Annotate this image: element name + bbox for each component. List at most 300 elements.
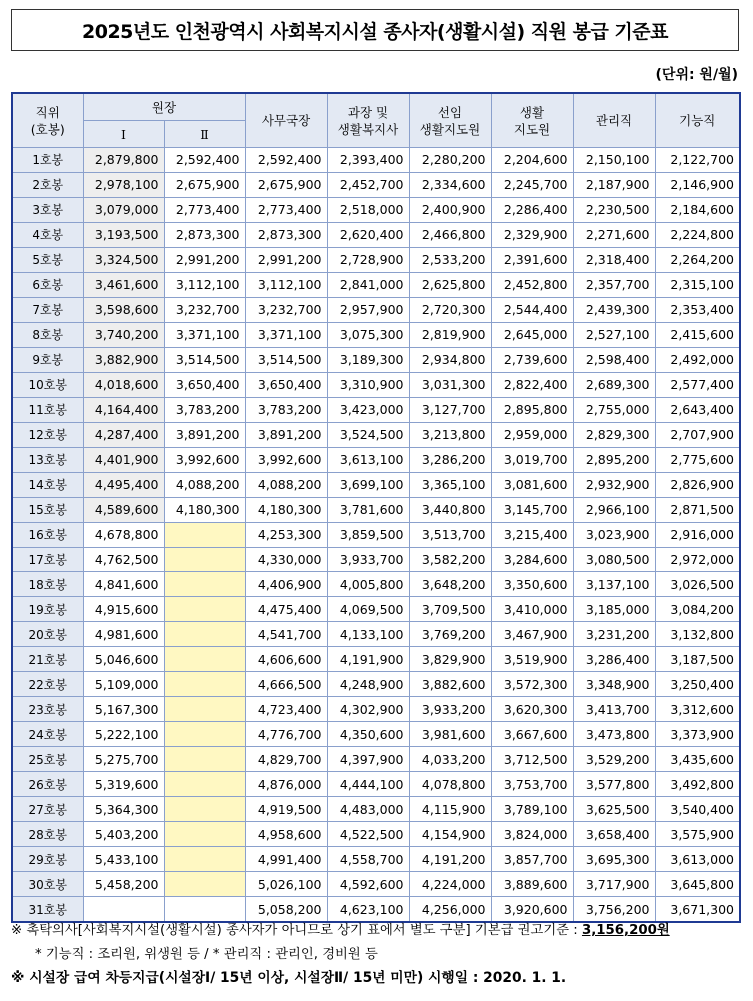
header-director-2: Ⅱ [164,121,245,148]
senior-counselor-cell: 3,648,200 [409,572,491,597]
table-row [12,472,740,497]
technical-cell: 2,122,700 [655,148,740,173]
technical-cell: 2,224,800 [655,222,740,247]
office-head-cell: 2,873,300 [245,222,327,247]
director-1-cell: 3,079,000 [83,197,164,222]
section-chief-cell: 4,592,600 [327,872,409,897]
grade-cell: 21호봉 [12,647,83,672]
table-row [12,597,740,622]
manager-cell: 2,829,300 [573,422,655,447]
senior-counselor-cell: 2,934,800 [409,347,491,372]
section-chief-cell: 4,350,600 [327,722,409,747]
director-1-cell: 3,598,600 [83,297,164,322]
technical-cell: 3,373,900 [655,722,740,747]
header-senior-line2: 생활지도원 [419,121,481,137]
director-1-cell: 3,740,200 [83,322,164,347]
life-counselor-cell: 3,712,500 [491,747,573,772]
section-chief-cell: 3,423,000 [327,397,409,422]
table-row [12,697,740,722]
director-1-cell: 5,167,300 [83,697,164,722]
table-row [12,347,740,372]
life-counselor-cell: 2,822,400 [491,372,573,397]
technical-cell: 3,492,800 [655,772,740,797]
grade-cell: 25호봉 [12,747,83,772]
director-2-cell [164,697,245,722]
section-chief-cell: 2,518,000 [327,197,409,222]
director-1-cell: 5,275,700 [83,747,164,772]
director-1-cell: 3,324,500 [83,247,164,272]
senior-counselor-cell: 4,191,200 [409,847,491,872]
director-1-cell: 5,319,600 [83,772,164,797]
header-section-chief-line1: 과장 및 [347,104,389,120]
table-row [12,322,740,347]
header-section-chief [327,93,409,148]
section-chief-cell: 3,699,100 [327,472,409,497]
manager-cell: 2,271,600 [573,222,655,247]
note-consultant-text: ※ 촉탁의사[사회복지시설(생활시설) 종사자가 아니므로 상기 표에서 별도 구분] 기본급 권고기준 : [11,923,582,938]
table-row [12,872,740,897]
table-row [12,197,740,222]
life-counselor-cell: 2,329,900 [491,222,573,247]
note-consultant-value: 3,156,200원 [581,923,670,938]
senior-counselor-cell: 2,720,300 [409,297,491,322]
section-chief-cell: 4,133,100 [327,622,409,647]
director-1-cell: 5,403,200 [83,822,164,847]
header-manager: 관리직 [573,93,655,148]
manager-cell: 3,473,800 [573,722,655,747]
section-chief-cell: 4,191,900 [327,647,409,672]
table-row [12,622,740,647]
director-2-cell [164,597,245,622]
technical-cell: 2,315,100 [655,272,740,297]
senior-counselor-cell: 2,533,200 [409,247,491,272]
section-chief-cell: 4,005,800 [327,572,409,597]
senior-counselor-cell: 4,033,200 [409,747,491,772]
header-grade-label: (호봉) [30,121,65,137]
header-life-line2: 지도원 [513,121,551,137]
technical-cell: 3,132,800 [655,622,740,647]
life-counselor-cell: 3,145,700 [491,497,573,522]
manager-cell: 2,357,700 [573,272,655,297]
office-head-cell: 4,829,700 [245,747,327,772]
manager-cell: 2,150,100 [573,148,655,173]
technical-cell: 2,972,000 [655,547,740,572]
senior-counselor-cell: 3,440,800 [409,497,491,522]
life-counselor-cell: 3,620,300 [491,697,573,722]
manager-cell: 3,717,900 [573,872,655,897]
table-row [12,297,740,322]
manager-cell: 3,286,400 [573,647,655,672]
life-counselor-cell: 3,284,600 [491,547,573,572]
senior-counselor-cell: 2,280,200 [409,148,491,173]
office-head-cell: 4,330,000 [245,547,327,572]
life-counselor-cell: 2,959,000 [491,422,573,447]
grade-cell: 18호봉 [12,572,83,597]
manager-cell: 3,185,000 [573,597,655,622]
office-head-cell: 3,371,100 [245,322,327,347]
manager-cell: 3,625,500 [573,797,655,822]
manager-cell: 3,756,200 [573,897,655,922]
life-counselor-cell: 3,410,000 [491,597,573,622]
life-counselor-cell: 2,739,600 [491,347,573,372]
director-1-cell: 4,589,600 [83,497,164,522]
note-job-definitions: * 기능직 : 조리원, 위생원 등 / * 관리직 : 관리인, 경비원 등 [35,947,378,962]
table-row [12,747,740,772]
director-1-cell: 5,109,000 [83,672,164,697]
section-chief-cell: 3,189,300 [327,347,409,372]
grade-cell: 12호봉 [12,422,83,447]
note-effective-date: ※ 시설장 급여 차등지급(시설장Ⅰ/ 15년 이상, 시설장Ⅱ/ 15년 미만) 시행일 : 2020. 1. 1. [11,970,567,986]
section-chief-cell: 3,781,600 [327,497,409,522]
director-1-cell: 4,401,900 [83,447,164,472]
director-2-cell: 3,514,500 [164,347,245,372]
office-head-cell: 4,723,400 [245,697,327,722]
manager-cell: 3,348,900 [573,672,655,697]
director-2-cell [164,822,245,847]
director-1-cell: 4,841,600 [83,572,164,597]
director-2-cell [164,522,245,547]
table-row [12,722,740,747]
grade-cell: 28호봉 [12,822,83,847]
table-row [12,522,740,547]
office-head-cell: 3,992,600 [245,447,327,472]
technical-cell: 3,435,600 [655,747,740,772]
director-2-cell: 3,232,700 [164,297,245,322]
table-row [12,547,740,572]
grade-cell: 24호봉 [12,722,83,747]
technical-cell: 3,026,500 [655,572,740,597]
table-row [12,372,740,397]
section-chief-cell: 3,859,500 [327,522,409,547]
manager-cell: 2,598,400 [573,347,655,372]
grade-cell: 27호봉 [12,797,83,822]
manager-cell: 2,230,500 [573,197,655,222]
grade-cell: 5호봉 [12,247,83,272]
grade-cell: 3호봉 [12,197,83,222]
director-1-cell: 5,046,600 [83,647,164,672]
table-row [12,397,740,422]
grade-cell: 20호봉 [12,622,83,647]
technical-cell: 3,645,800 [655,872,740,897]
section-chief-cell: 4,444,100 [327,772,409,797]
manager-cell: 2,187,900 [573,172,655,197]
senior-counselor-cell: 2,819,900 [409,322,491,347]
technical-cell: 2,577,400 [655,372,740,397]
office-head-cell: 3,891,200 [245,422,327,447]
office-head-cell: 4,180,300 [245,497,327,522]
office-head-cell: 4,991,400 [245,847,327,872]
office-head-cell: 3,783,200 [245,397,327,422]
technical-cell: 2,492,000 [655,347,740,372]
director-1-cell: 4,678,800 [83,522,164,547]
director-2-cell: 2,592,400 [164,148,245,173]
manager-cell: 3,080,500 [573,547,655,572]
technical-cell: 3,312,600 [655,697,740,722]
life-counselor-cell: 3,467,900 [491,622,573,647]
director-2-cell [164,622,245,647]
director-2-cell [164,797,245,822]
section-chief-cell: 3,524,500 [327,422,409,447]
office-head-cell: 4,541,700 [245,622,327,647]
director-1-cell: 4,287,400 [83,422,164,447]
technical-cell: 2,353,400 [655,297,740,322]
section-chief-cell: 3,075,300 [327,322,409,347]
manager-cell: 3,137,100 [573,572,655,597]
header-position [12,93,83,148]
section-chief-cell: 4,069,500 [327,597,409,622]
manager-cell: 3,695,300 [573,847,655,872]
director-1-cell: 5,222,100 [83,722,164,747]
page-title: 2025년도 인천광역시 사회복지시설 종사자(생활시설) 직원 봉급 기준표 [11,9,739,51]
table-row [12,672,740,697]
director-2-cell: 3,650,400 [164,372,245,397]
director-2-cell: 4,180,300 [164,497,245,522]
senior-counselor-cell: 4,115,900 [409,797,491,822]
section-chief-cell: 4,302,900 [327,697,409,722]
section-chief-cell: 4,248,900 [327,672,409,697]
life-counselor-cell: 3,920,600 [491,897,573,922]
director-2-cell [164,547,245,572]
senior-counselor-cell: 2,334,600 [409,172,491,197]
office-head-cell: 4,776,700 [245,722,327,747]
table-row [12,247,740,272]
life-counselor-cell: 3,572,300 [491,672,573,697]
technical-cell: 2,146,900 [655,172,740,197]
senior-counselor-cell: 4,078,800 [409,772,491,797]
table-row [12,422,740,447]
director-2-cell: 2,873,300 [164,222,245,247]
table-row [12,797,740,822]
senior-counselor-cell: 3,127,700 [409,397,491,422]
table-row [12,497,740,522]
technical-cell: 3,540,400 [655,797,740,822]
director-1-cell: 5,433,100 [83,847,164,872]
section-chief-cell: 3,310,900 [327,372,409,397]
director-1-cell: 4,762,500 [83,547,164,572]
technical-cell: 2,916,000 [655,522,740,547]
office-head-cell: 5,058,200 [245,897,327,922]
director-1-cell: 2,978,100 [83,172,164,197]
table-row [12,572,740,597]
manager-cell: 3,231,200 [573,622,655,647]
manager-cell: 2,318,400 [573,247,655,272]
manager-cell: 2,895,200 [573,447,655,472]
office-head-cell: 2,773,400 [245,197,327,222]
director-2-cell: 3,992,600 [164,447,245,472]
section-chief-cell: 3,933,700 [327,547,409,572]
technical-cell: 2,826,900 [655,472,740,497]
manager-cell: 2,439,300 [573,297,655,322]
senior-counselor-cell: 3,933,200 [409,697,491,722]
office-head-cell: 2,991,200 [245,247,327,272]
director-1-cell: 5,364,300 [83,797,164,822]
senior-counselor-cell: 3,769,200 [409,622,491,647]
grade-cell: 2호봉 [12,172,83,197]
table-row [12,772,740,797]
section-chief-cell: 2,841,000 [327,272,409,297]
manager-cell: 3,577,800 [573,772,655,797]
life-counselor-cell: 3,753,700 [491,772,573,797]
technical-cell: 2,264,200 [655,247,740,272]
grade-cell: 9호봉 [12,347,83,372]
director-2-cell: 2,991,200 [164,247,245,272]
table-row [12,272,740,297]
life-counselor-cell: 3,081,600 [491,472,573,497]
senior-counselor-cell: 3,031,300 [409,372,491,397]
manager-cell: 2,755,000 [573,397,655,422]
director-1-cell: 4,018,600 [83,372,164,397]
director-2-cell [164,772,245,797]
grade-cell: 16호봉 [12,522,83,547]
life-counselor-cell: 3,857,700 [491,847,573,872]
life-counselor-cell: 3,350,600 [491,572,573,597]
senior-counselor-cell: 3,981,600 [409,722,491,747]
office-head-cell: 3,650,400 [245,372,327,397]
office-head-cell: 4,958,600 [245,822,327,847]
senior-counselor-cell: 3,286,200 [409,447,491,472]
life-counselor-cell: 3,215,400 [491,522,573,547]
header-director: 원장 [83,93,245,121]
director-2-cell: 3,112,100 [164,272,245,297]
office-head-cell: 4,253,300 [245,522,327,547]
director-2-cell [164,572,245,597]
director-2-cell [164,672,245,697]
manager-cell: 2,689,300 [573,372,655,397]
salary-table [11,92,741,923]
grade-cell: 22호봉 [12,672,83,697]
office-head-cell: 4,406,900 [245,572,327,597]
table-row [12,647,740,672]
technical-cell: 2,775,600 [655,447,740,472]
section-chief-cell: 2,957,900 [327,297,409,322]
grade-cell: 14호봉 [12,472,83,497]
director-2-cell [164,647,245,672]
office-head-cell: 4,666,500 [245,672,327,697]
director-1-cell: 4,981,600 [83,622,164,647]
header-life-line1: 생활 [519,104,545,120]
manager-cell: 3,658,400 [573,822,655,847]
director-2-cell [164,872,245,897]
technical-cell: 2,184,600 [655,197,740,222]
senior-counselor-cell: 3,582,200 [409,547,491,572]
table-row [12,822,740,847]
director-1-cell: 4,164,400 [83,397,164,422]
table-row [12,847,740,872]
technical-cell: 3,575,900 [655,822,740,847]
grade-cell: 29호봉 [12,847,83,872]
director-2-cell: 3,371,100 [164,322,245,347]
grade-cell: 23호봉 [12,697,83,722]
office-head-cell: 4,919,500 [245,797,327,822]
office-head-cell: 3,232,700 [245,297,327,322]
technical-cell: 3,671,300 [655,897,740,922]
director-1-cell: 3,461,600 [83,272,164,297]
grade-cell: 7호봉 [12,297,83,322]
manager-cell: 3,529,200 [573,747,655,772]
life-counselor-cell: 3,667,600 [491,722,573,747]
life-counselor-cell: 2,245,700 [491,172,573,197]
note-consultant [11,919,670,938]
manager-cell: 2,966,100 [573,497,655,522]
senior-counselor-cell: 3,513,700 [409,522,491,547]
table-row [12,172,740,197]
director-2-cell [164,722,245,747]
unit-label: (단위: 원/월) [655,67,738,83]
section-chief-cell: 4,397,900 [327,747,409,772]
section-chief-cell: 4,522,500 [327,822,409,847]
senior-counselor-cell: 2,400,900 [409,197,491,222]
section-chief-cell: 3,613,100 [327,447,409,472]
office-head-cell: 3,112,100 [245,272,327,297]
technical-cell: 3,084,200 [655,597,740,622]
manager-cell: 2,527,100 [573,322,655,347]
office-head-cell: 4,606,600 [245,647,327,672]
director-2-cell: 4,088,200 [164,472,245,497]
table-row [12,148,740,173]
section-chief-cell: 4,623,100 [327,897,409,922]
office-head-cell: 2,592,400 [245,148,327,173]
senior-counselor-cell: 4,154,900 [409,822,491,847]
header-technical: 기능직 [655,93,740,148]
office-head-cell: 5,026,100 [245,872,327,897]
header-position-label: 직위 [35,104,60,120]
senior-counselor-cell: 3,829,900 [409,647,491,672]
director-2-cell: 3,783,200 [164,397,245,422]
header-office-head: 사무국장 [245,93,327,148]
grade-cell: 30호봉 [12,872,83,897]
manager-cell: 2,932,900 [573,472,655,497]
grade-cell: 6호봉 [12,272,83,297]
grade-cell: 19호봉 [12,597,83,622]
section-chief-cell: 2,452,700 [327,172,409,197]
section-chief-cell: 2,393,400 [327,148,409,173]
senior-counselor-cell: 4,224,000 [409,872,491,897]
grade-cell: 26호봉 [12,772,83,797]
senior-counselor-cell: 3,709,500 [409,597,491,622]
office-head-cell: 4,475,400 [245,597,327,622]
technical-cell: 2,415,600 [655,322,740,347]
section-chief-cell: 4,483,000 [327,797,409,822]
office-head-cell: 4,876,000 [245,772,327,797]
office-head-cell: 2,675,900 [245,172,327,197]
director-2-cell [164,847,245,872]
life-counselor-cell: 2,286,400 [491,197,573,222]
header-section-chief-line2: 생활복지사 [337,121,399,137]
header-director-1: Ⅰ [83,121,164,148]
technical-cell: 3,613,000 [655,847,740,872]
life-counselor-cell: 2,544,400 [491,297,573,322]
technical-cell: 3,250,400 [655,672,740,697]
grade-cell: 11호봉 [12,397,83,422]
header-senior-line1: 선임 [437,104,463,120]
director-2-cell [164,747,245,772]
grade-cell: 4호봉 [12,222,83,247]
director-1-cell: 4,915,600 [83,597,164,622]
senior-counselor-cell: 3,213,800 [409,422,491,447]
life-counselor-cell: 3,519,900 [491,647,573,672]
life-counselor-cell: 3,824,000 [491,822,573,847]
senior-counselor-cell: 2,625,800 [409,272,491,297]
life-counselor-cell: 2,895,800 [491,397,573,422]
life-counselor-cell: 3,889,600 [491,872,573,897]
director-2-cell: 3,891,200 [164,422,245,447]
director-1-cell: 2,879,800 [83,148,164,173]
senior-counselor-cell: 2,466,800 [409,222,491,247]
technical-cell: 2,871,500 [655,497,740,522]
table-row [12,447,740,472]
grade-cell: 1호봉 [12,148,83,173]
senior-counselor-cell: 3,882,600 [409,672,491,697]
